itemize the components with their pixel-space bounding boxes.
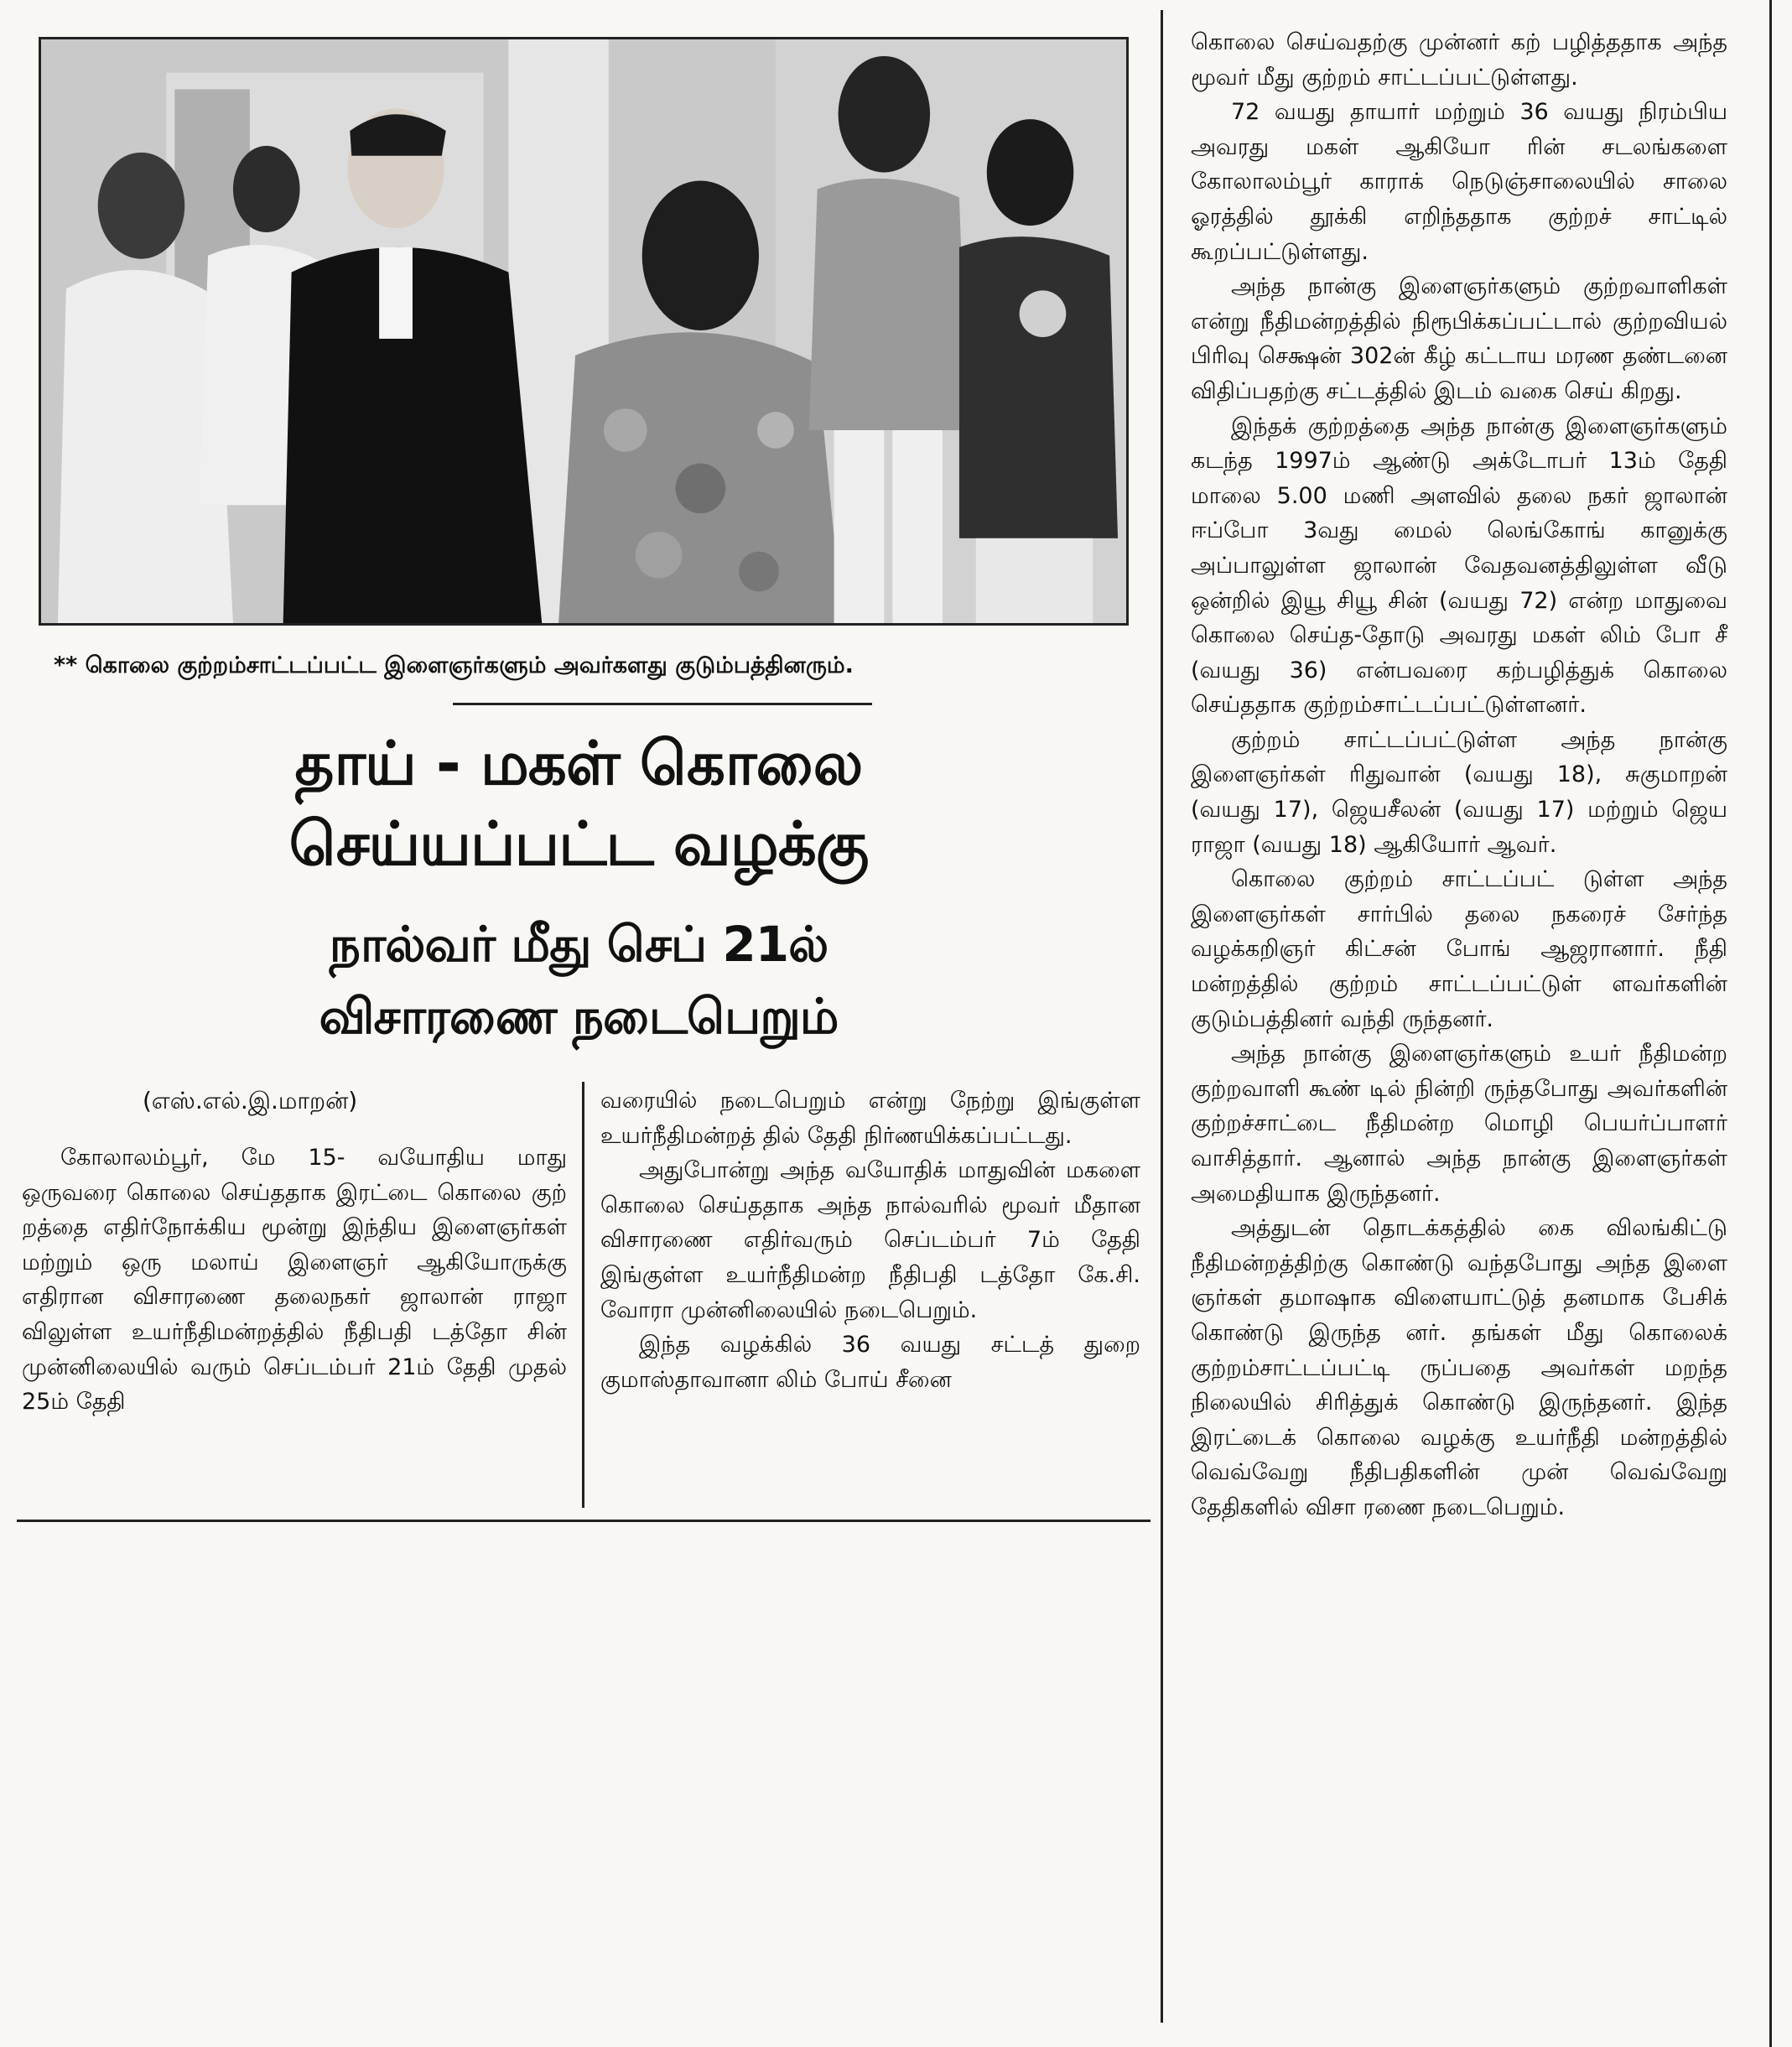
photo-caption: ** கொலை குற்றம்சாட்டப்பட்ட இளைஞர்களும் அவர்களது குடும்பத்தினரும்.	[54, 652, 854, 678]
paragraph: இந்தக் குற்றத்தை அந்த நான்கு இளைஞர்களும் கடந்த 1997ம் ஆண்டு அக்டோபர் 13ம் தேதி மாலை 5.00 மணி அளவில் தலை நகர் ஜாலான் ஈப்போ 3வது மைல் லெங்கோங் கானுக்கு அப்பாலுள்ள ஜாலான் வேதவனத்திலுள்ள வீடு ஒன்றில் இயூ சியூ சின் (வயது 72) என்ற மாதுவை கொலை செய்த-தோடு அவரது மகள் லிம் போ சீ (வயது 36) என்பவரை கற்பழித்துக் கொலை செய்ததாக குற்றம்சாட்டப்பட்டுள்ளனர்.	[1191, 413, 1727, 719]
paragraph: அத்துடன் தொடக்கத்தில் கை விலங்கிட்டு நீதிமன்றத்திற்கு கொண்டு வந்தபோது அந்த இளை ஞர்கள் தமாஷாக விளையாட்டுத் தனமாக பேசிக் கொண்டு இருந்த னர். தங்கள் மீது கொலைக் குற்றம்சாட்டப்பட்டி ருப்பதை அவர்கள் மறந்த நிலையில் சிரித்துக் கொண்டு இருந்தனர். இந்த இரட்டைக் கொலை வழக்கு உயர்நீதி மன்றத்தில் வெவ்வேறு நீதிபதிகளின் முன் வெவ்வேறு தேதிகளில் விசா ரணை நடைபெறும்.	[1191, 1215, 1727, 1520]
article-column-1	[22, 1140, 567, 1420]
article-bottom-rule	[17, 1520, 1151, 1522]
subheadline-line-2: விசாரணை நடைபெறும்	[319, 988, 839, 1045]
paragraph: இந்த வழக்கில் 36 வயது சட்டத் துறை குமாஸ்தாவானா லிம் போய் சீனை	[600, 1332, 1140, 1393]
paragraph: அந்த நான்கு இளைஞர்களும் குற்றவாளிகள் என்று நீதிமன்றத்தில் நிரூபிக்கப்பட்டால் குற்றவியல் பிரிவு செக்ஷன் 302ன் கீழ் கட்டாய மரண தண்டனை விதிப்பதற்கு சட்டத்தில் இடம் வகை செய் கிறது.	[1191, 273, 1727, 404]
right-border-rule	[1769, 0, 1772, 2047]
paragraph: கொலை குற்றம் சாட்டப்பட் டுள்ள அந்த இளைஞர்கள் சார்பில் தலை நகரைச் சேர்ந்த வழக்கறிஞர் கிட்சன் போங் ஆஜரானார். நீதி மன்றத்தில் குற்றம் சாட்டப்பட்டுள் ளவர்களின் குடும்பத்தினர் வந்தி ருந்தனர்.	[1191, 866, 1727, 1032]
article-column-3	[1191, 25, 1727, 1525]
column-divider-main	[1161, 10, 1163, 2023]
news-photo-image	[41, 39, 1126, 623]
paragraph: அதுபோன்று அந்த வயோதிக் மாதுவின் மகளை கொலை செய்ததாக அந்த நால்வரில் மூவர் மீதான விசாரணை எதிர்வரும் செப்டம்பர் 7ம் தேதி இங்குள்ள உயர்நீதிமன்ற நீதிபதி டத்தோ கே.சி. வோரா முன்னிலையில் நடைபெறும்.	[600, 1157, 1140, 1323]
paragraph: குற்றம் சாட்டப்பட்டுள்ள அந்த நான்கு இளைஞர்கள் ரிதுவான் (வயது 18), சுகுமாறன் (வயது 17), ஜெயசீலன் (வயது 17) மற்றும் ஜெய ராஜா (வயது 18) ஆகியோர் ஆவர்.	[1191, 726, 1727, 858]
headline-rule	[453, 703, 872, 705]
column-divider-1	[582, 1082, 584, 1508]
headline-line-2: செய்யப்பட்ட வழக்கு	[288, 808, 869, 879]
paragraph: 72 வயது தாயார் மற்றும் 36 வயது நிரம்பிய அவரது மகள் ஆகியோ ரின் சடலங்களை கோலாலம்பூர் காராக் நெடுஞ்சாலையில் சாலை ஓரத்தில் தூக்கி எறிந்ததாக குற்றச் சாட்டில் கூறப்பட்டுள்ளது.	[1191, 99, 1727, 265]
paragraph: கொலை செய்வதற்கு முன்னர் கற் பழித்ததாக அந்த மூவர் மீது குற்றம் சாட்டப்பட்டுள்ளது.	[1191, 29, 1727, 91]
article-column-2	[600, 1083, 1140, 1397]
byline: (எஸ்.எல்.இ.மாறன்)	[143, 1087, 358, 1114]
paragraph: வரையில் நடைபெறும் என்று நேற்று இங்குள்ள உயர்நீதிமன்றத் தில் தேதி நிர்ணயிக்கப்பட்டது.	[600, 1088, 1140, 1149]
headline-line-1: தாய் - மகள் கொலை	[294, 728, 863, 798]
paragraph: கோலாலம்பூர், மே 15- வயோதிய மாது ஒருவரை கொலை செய்ததாக இரட்டை கொலை குற் றத்தை எதிர்நோக்கிய மூன்று இந்திய இளைஞர்கள் மற்றும் ஒரு மலாய் இளைஞர் ஆகியோருக்கு எதிரான விசாரணை தலைநகர் ஜாலான் ராஜா விலுள்ள உயர்நீதிமன்றத்தில் நீதிபதி டத்தோ சின் முன்னிலையில் வரும் செப்டம்பர் 21ம் தேதி முதல் 25ம் தேதி	[22, 1145, 567, 1416]
paragraph: அந்த நான்கு இளைஞர்களும் உயர் நீதிமன்ற குற்றவாளி கூண் டில் நின்றி ருந்தபோது அவர்களின் குற்றச்சாட்டை நீதிமன்ற மொழி பெயர்ப்பாளர் வாசித்தார். ஆனால் அந்த நான்கு இளைஞர்கள் அமைதியாக இருந்தனர்.	[1191, 1041, 1727, 1207]
news-photo	[39, 37, 1129, 626]
subheadline-line-1: நால்வர் மீது செப் 21ல்	[329, 916, 828, 973]
